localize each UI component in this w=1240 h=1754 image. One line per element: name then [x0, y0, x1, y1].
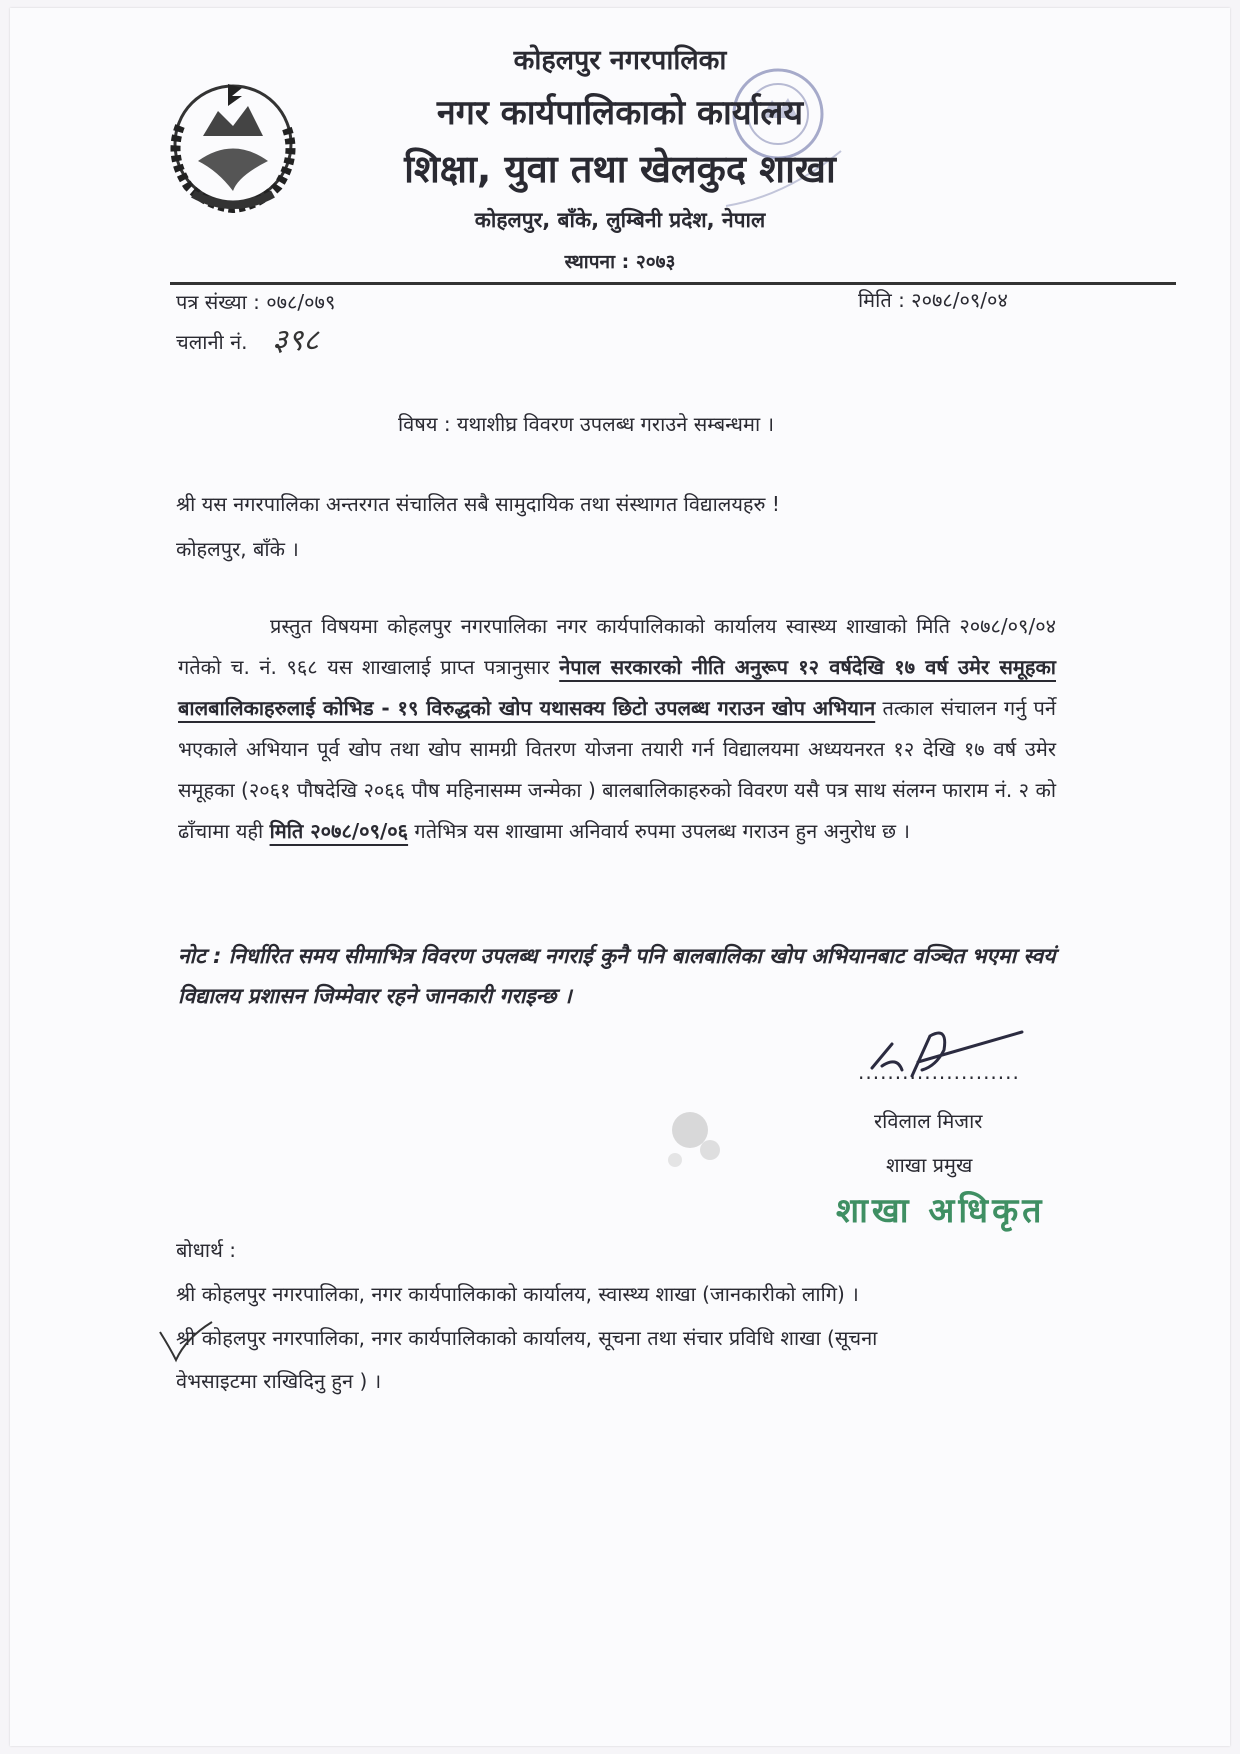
signatory-name: रविलाल मिजार [874, 1109, 983, 1133]
signature-dots: ...................... [858, 1060, 1020, 1084]
address: कोहलपुर, बाँके, लुम्बिनी प्रदेश, नेपाल [474, 208, 766, 232]
signatory-title: शाखा प्रमुख [886, 1153, 973, 1177]
body-ending: गतेभित्र यस शाखामा अनिवार्य रुपमा उपलब्ध गराउन हुन अनुरोध छ । [408, 819, 910, 843]
cc-line-3: वेभसाइटमा राखिदिनु हुन ) । [176, 1369, 382, 1393]
section-name: शिक्षा, युवा तथा खेलकुद शाखा [404, 147, 836, 191]
deadline-date: मिति २०७८/०९/०६ [269, 819, 409, 843]
cc-line-2: श्री कोहलपुर नगरपालिका, नगर कार्यपालिकाको कार्यालय, सूचना तथा संचार प्रविधि शाखा (सूचना [176, 1326, 878, 1350]
reference-number: पत्र संख्या : ०७८/०७९ [176, 290, 336, 314]
header-divider [170, 282, 1176, 285]
handwritten-tick-mark [156, 1318, 216, 1364]
office-name: नगर कार्यपालिकाको कार्यालय [436, 93, 804, 133]
cc-label: बोधार्थ : [176, 1238, 236, 1262]
addressee-line: श्री यस नगरपालिका अन्तरगत संचालित सबै सामुदायिक तथा संस्थागत विद्यालयहरु ! [176, 492, 780, 516]
body-intro: प्रस्तुत विषयमा कोहलपुर नगरपालिका नगर कार्यपालिकाको कार्यालय स्वास्थ्य शाखाको मिति २०७८/०९/०४ गतेको च. नं. ९६८ यस शाखालाई प्राप्त पत्रानुसार [178, 614, 1056, 679]
ink-smudge [640, 1090, 750, 1200]
established: स्थापना : २०७३ [564, 251, 676, 273]
cc-line-1: श्री कोहलपुर नगरपालिका, नगर कार्यपालिकाको कार्यालय, स्वास्थ्य शाखा (जानकारीको लागि) । [176, 1282, 859, 1306]
dispatch-number-handwritten: ३९८ [272, 323, 319, 358]
officer-stamp: शाखा अधिकृत [836, 1191, 1046, 1231]
body-highlight: नेपाल सरकारको नीति अनुरूप १२ वर्षदेखि १७ वर्ष उमेर समूहका बालबालिकाहरुलाई कोभिड - १९ विरुद्धको खोप यथासक्य छिटो उपलब्ध गराउन खोप अभियान [178, 655, 1056, 720]
addressee-location: कोहलपुर, बाँके । [176, 537, 299, 561]
municipality-name: कोहलपुर नगरपालिका [513, 45, 727, 76]
letter-date: मिति : २०७८/०९/०४ [858, 288, 1008, 312]
body-paragraph [178, 606, 1056, 852]
dispatch-number-label: चलानी नं. [176, 330, 248, 354]
note-paragraph: नोट : निर्धारित समय सीमाभित्र विवरण उपलब्ध नगराई कुनै पनि बालबालिका खोप अभियानबाट वञ्चित भएमा स्वयं विद्यालय प्रशासन जिम्मेवार रहने जानकारी गराइन्छ । [178, 944, 1056, 1008]
body-continuation: तत्काल संचालन गर्नु पर्ने भएकाले अभियान पूर्व खोप तथा खोप सामग्री वितरण योजना तयारी गर्न विद्यालयमा अध्ययनरत १२ देखि १७ वर्ष उमेर समूहका (२०६१ पौषदेखि २०६६ पौष महिनासम्म जन्मेका ) बालबालिकाहरुको विवरण यसै पत्र साथ संलग्न फाराम नं. २ को ढाँचामा यही [178, 696, 1057, 843]
subject-line: विषय : यथाशीघ्र विवरण उपलब्ध गराउने सम्बन्धमा । [398, 412, 775, 436]
